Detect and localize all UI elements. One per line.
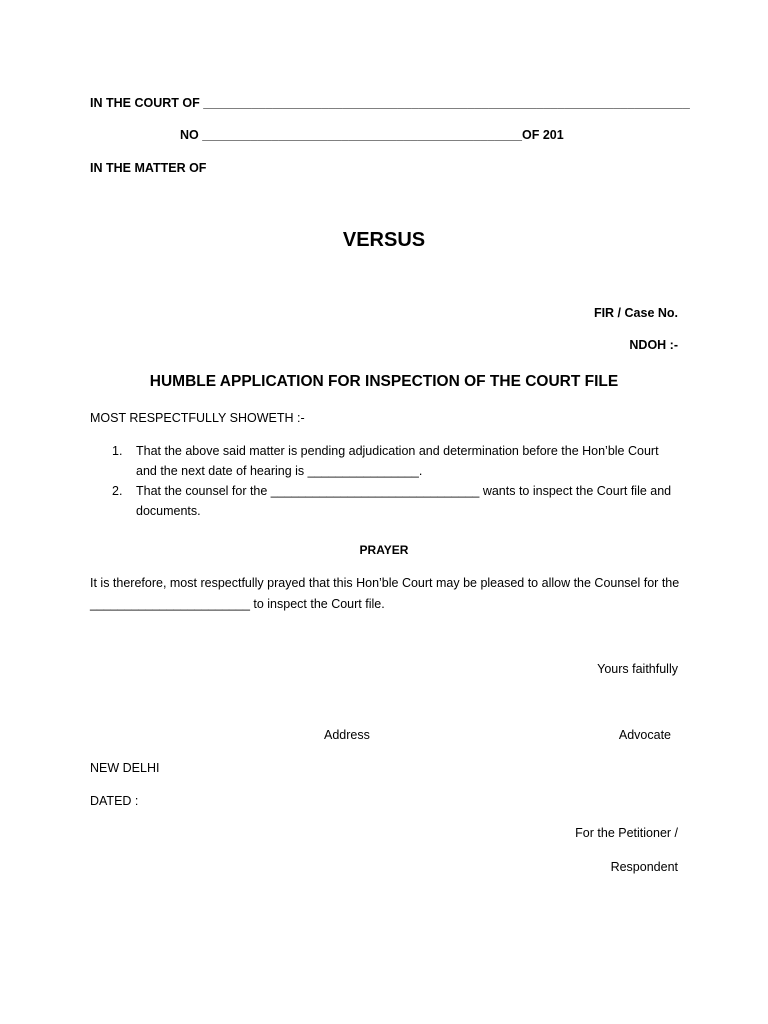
list-item bbox=[90, 481, 690, 521]
dated-label: DATED : bbox=[90, 794, 139, 808]
respondent-label: Respondent bbox=[610, 860, 678, 874]
advocate-label: Advocate bbox=[618, 728, 671, 742]
matter-line: IN THE MATTER OF bbox=[90, 161, 207, 175]
prayer-heading: PRAYER bbox=[359, 543, 409, 557]
showeth-line: MOST RESPECTFULLY SHOWETH :- bbox=[90, 411, 305, 425]
prayer-text: It is therefore, most respectfully prayed that this Hon’ble Court may be pleased to allow the Counsel for the _______________________ to inspect the Court file. bbox=[90, 576, 680, 611]
place-label: NEW DELHI bbox=[90, 761, 160, 775]
list-item-number: 2. bbox=[112, 484, 123, 498]
list-item-number: 1. bbox=[112, 444, 123, 458]
versus-heading: VERSUS bbox=[342, 229, 426, 251]
list-item-text: That the counsel for the ______________________________ wants to inspect the Court file and documents. bbox=[136, 484, 672, 518]
ndoh-label: NDOH :- bbox=[629, 338, 678, 352]
address-label: Address bbox=[324, 728, 370, 742]
court-line: IN THE COURT OF ______________________________________________________________________ bbox=[90, 96, 690, 110]
list-item bbox=[90, 441, 690, 481]
list-item-text: That the above said matter is pending adjudication and determination before the Hon’ble Court and the next date of hearing is ________________. bbox=[136, 444, 659, 478]
case-number-line: NO ______________________________________________OF 201 bbox=[180, 128, 564, 142]
yours-faithfully: Yours faithfully bbox=[597, 662, 678, 676]
document-title: HUMBLE APPLICATION FOR INSPECTION OF THE COURT FILE bbox=[149, 373, 619, 390]
for-petitioner-label: For the Petitioner / bbox=[575, 826, 678, 840]
fir-case-label: FIR / Case No. bbox=[593, 306, 678, 320]
